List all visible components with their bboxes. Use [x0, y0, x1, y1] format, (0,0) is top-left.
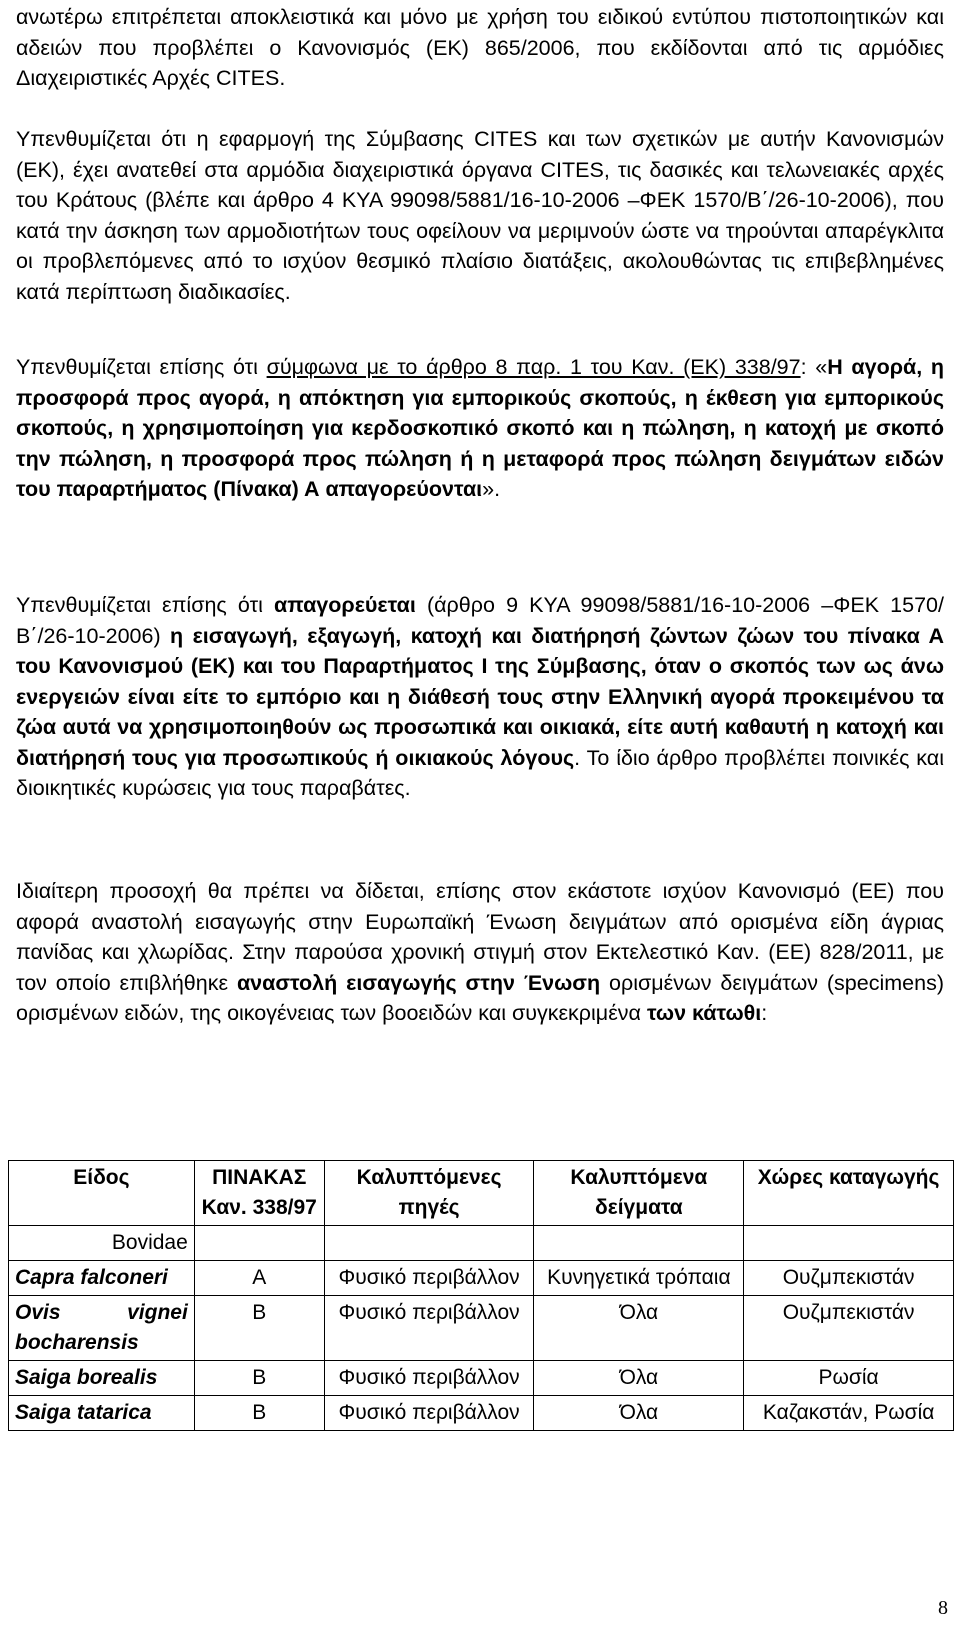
family-row: [9, 1226, 954, 1261]
header-annex: ΠΙΝΑΚΑΣ Καν. 338/97: [194, 1161, 324, 1226]
paragraph-article-8: [16, 352, 944, 505]
family-row-empty-cell: [744, 1226, 954, 1261]
family-name: Bovidae: [9, 1226, 195, 1261]
prohibition-keyword: απαγορεύεται: [274, 593, 416, 617]
specimens-value: Όλα: [534, 1361, 744, 1396]
annex-value: B: [194, 1396, 324, 1431]
article8-reference: σύμφωνα με το άρθρο 8 παρ. 1 του Καν. (ΕΚ) 338/97: [266, 355, 801, 379]
source-value: Φυσικό περιβάλλον: [324, 1261, 534, 1296]
countries-value: Ρωσία: [744, 1361, 954, 1396]
article8-colon: : «: [800, 355, 828, 379]
specimens-value: Κυνηγετικά τρόπαια: [534, 1261, 744, 1296]
annex-value: A: [194, 1261, 324, 1296]
article8-end: ».: [482, 477, 501, 501]
source-value: Φυσικό περιβάλλον: [324, 1296, 534, 1361]
suspension-below: των κάτωθι: [646, 1001, 762, 1025]
paragraph-prohibition: [16, 590, 944, 804]
header-countries: Χώρες καταγωγής: [744, 1161, 954, 1226]
specimens-value: Όλα: [534, 1396, 744, 1431]
species-name: Saiga borealis: [9, 1361, 195, 1396]
countries-value: Καζακστάν, Ρωσία: [744, 1396, 954, 1431]
species-name: Saiga tatarica: [9, 1396, 195, 1431]
source-value: Φυσικό περιβάλλον: [324, 1361, 534, 1396]
header-species: Είδος: [9, 1161, 195, 1226]
paragraph-cites-enforcement: Υπενθυμίζεται ότι η εφαρμογή της Σύμβασης CITES και των σχετικών με αυτήν Κανονισμών (ΕΚ), έχει ανατεθεί στα αρμόδια διαχειριστικά όργανα CITES, τις δασικές και τελωνειακές αρχές του Κράτους (βλέπε και άρθρο 4 ΚΥΑ 99098/5881/16-10-2006 –ΦΕΚ 1570/Β΄/26-10-2006), που κατά την άσκηση των αρμοδιοτήτων τους οφείλουν να μεριμνούν ώστε να τηρούνται απαρέγκλιτα οι προβλεπόμενες από το ισχύον θεσμικό πλαίσιο διατάξεις, ακολουθώντας τις επιβεβλημένες κατά περίπτωση διαδικασίες.: [16, 127, 944, 304]
table-row: [9, 1296, 954, 1361]
countries-value: Ουζμπεκιστάν: [744, 1261, 954, 1296]
table-header-row: [9, 1161, 954, 1226]
paragraph-cites-permits: ανωτέρω επιτρέπεται αποκλειστικά και μόνο με χρήση του ειδικού εντύπου πιστοποιητικών και αδειών που προβλέπει ο Κανονισμός (ΕΚ) 865/2006, που εκδίδονται από τις αρμόδιες Διαχειριστικές Αρχές CITES.: [16, 5, 944, 90]
annex-value: B: [194, 1296, 324, 1361]
table-row: [9, 1396, 954, 1431]
paragraph-import-suspension: [16, 876, 944, 1029]
suspension-mid: ορισμένων δειγμάτων (specimens) ορισμένων ειδών, της οικογένειας των βοοειδών και συγκεκριμένα: [16, 970, 944, 1025]
prohibition-lead: Υπενθυμίζεται επίσης ότι: [16, 593, 274, 617]
prohibition-scope: η εισαγωγή, εξαγωγή, κατοχή και διατήρησή ζώντων ζώων του πίνακα Α του Κανονισμού (ΕΚ) και του Παραρτήματος Ι της Σύμβασης, όταν ο σκοπός των ως άνω ενεργειών είναι είτε το εμπόριο και η διάθεσή τους στην Ελληνική αγορά προκειμένου τα ζώα αυτά να χρησιμοποιηθούν ως προσωπικά και οικιακά, είτε αυτή καθαυτή η κατοχή και διατήρησή τους για προσωπικούς ή οικιακούς λόγους: [16, 623, 944, 770]
annex-value: B: [194, 1361, 324, 1396]
family-row-empty-cell: [324, 1226, 534, 1261]
family-row-empty-cell: [194, 1226, 324, 1261]
source-value: Φυσικό περιβάλλον: [324, 1396, 534, 1431]
prohibition-end: . Το ίδιο άρθρο προβλέπει ποινικές και διοικητικές κυρώσεις για τους παραβάτες.: [16, 745, 944, 800]
species-name: Ovis vignei bocharensis: [9, 1296, 195, 1361]
species-name: Capra falconeri: [9, 1261, 195, 1296]
header-specimens: Καλυπτόμενα δείγματα: [534, 1161, 744, 1226]
table-row: [9, 1261, 954, 1296]
page-number: 8: [938, 1597, 948, 1619]
article8-quote: Η αγορά, η προσφορά προς αγορά, η απόκτηση για εμπορικούς σκοπούς, η έκθεση για εμπορικούς σκοπούς, η χρησιμοποίηση για κερδοσκοπικό σκοπό και η πώληση, η κατοχή με σκοπό την πώληση, η προσφορά προς πώληση ή η μεταφορά προς πώληση δειγμάτων ειδών του παραρτήματος (Πίνακα) Α απαγορεύονται: [16, 355, 944, 501]
table-row: [9, 1361, 954, 1396]
suspension-lead: Ιδιαίτερη προσοχή θα πρέπει να δίδεται, επίσης στον εκάστοτε ισχύον Κανονισμό (ΕΕ) που αφορά αναστολή εισαγωγής στην Ευρωπαϊκή Ένωση δειγμάτων από ορισμένα είδη άγριας πανίδας και χλωρίδας. Στην παρούσα χρονική στιγμή στον Εκτελεστικό Καν. (ΕΕ) 828/2011, με τον οποίο επιβλήθηκε: [16, 879, 944, 995]
species-table: [8, 1160, 954, 1431]
header-sources: Καλυπτόμενες πηγές: [324, 1161, 534, 1226]
prohibition-reference: (άρθρο 9 ΚΥΑ 99098/5881/16-10-2006 –ΦΕΚ 1570/Β΄/26-10-2006): [16, 593, 944, 648]
suspension-end: :: [761, 1001, 768, 1025]
article8-lead: Υπενθυμίζεται επίσης ότι: [16, 355, 267, 379]
suspension-keyword: αναστολή εισαγωγής στην Ένωση: [236, 970, 601, 995]
specimens-value: Όλα: [534, 1296, 744, 1361]
family-row-empty-cell: [534, 1226, 744, 1261]
countries-value: Ουζμπεκιστάν: [744, 1296, 954, 1361]
